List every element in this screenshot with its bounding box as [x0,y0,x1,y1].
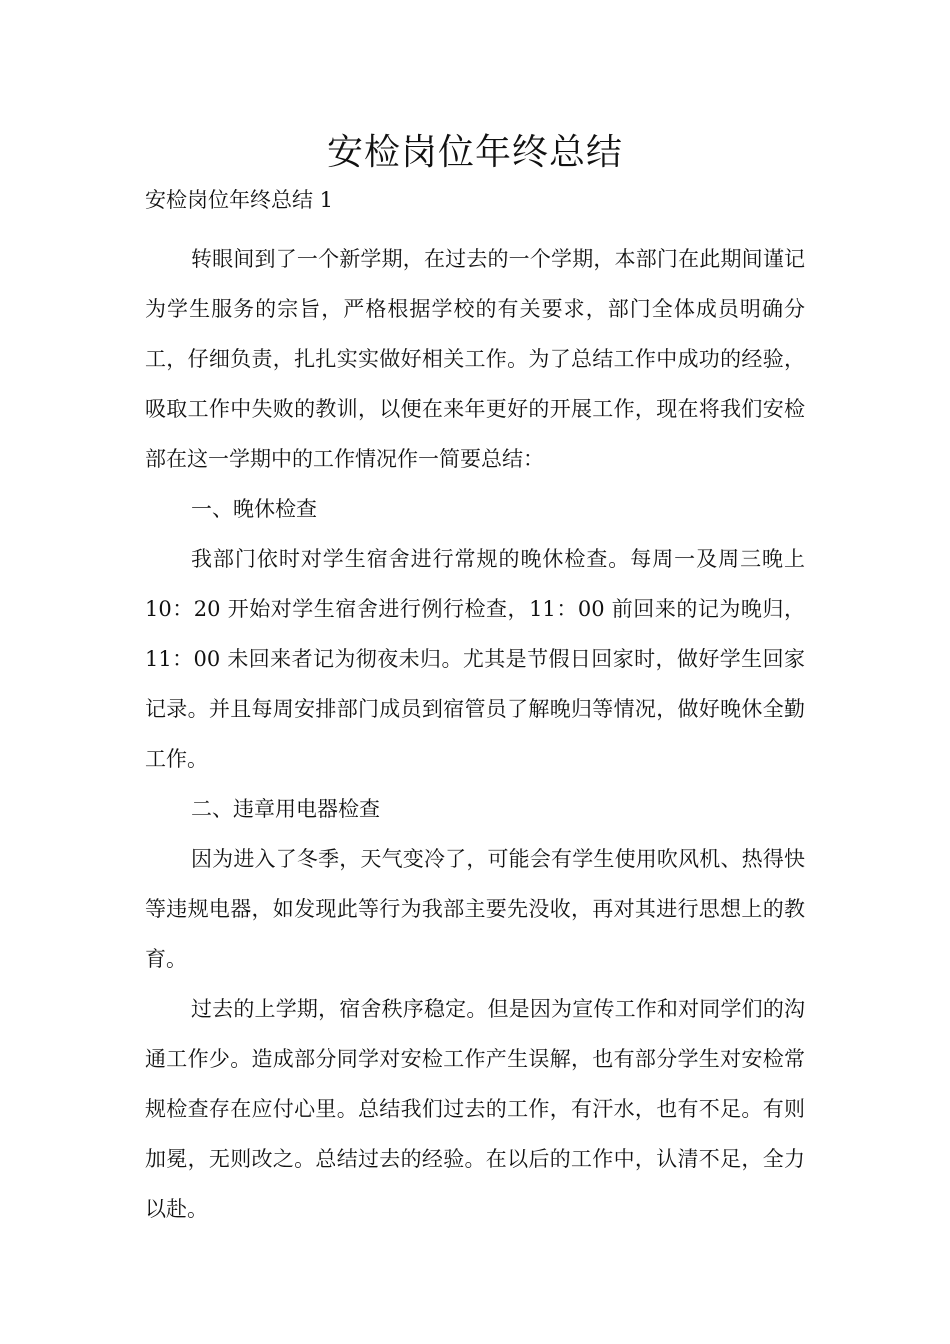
document-title: 安检岗位年终总结 [326,132,623,173]
document-body [145,234,805,1234]
section-heading-appliance-check: 二、违章用电器检查 [191,797,380,821]
paragraph-appliance-check: 因为进入了冬季，天气变冷了，可能会有学生使用吹风机、热得快等违规电器，如发现此等行为我部主要先没收，再对其进行思想上的教育。 [145,847,805,971]
paragraph-conclusion: 过去的上学期，宿舍秩序稳定。但是因为宣传工作和对同学们的沟通工作少。造成部分同学对安检工作产生误解，也有部分学生对安检常规检查存在应付心里。总结我们过去的工作，有汗水，也有不足。有则加冕，无则改之。总结过去的经验。在以后的工作中，认清不足，全力以赴。 [145,997,805,1221]
section-heading-evening-check: 一、晚休检查 [191,497,317,521]
paragraph-intro: 转眼间到了一个新学期，在过去的一个学期，本部门在此期间谨记为学生服务的宗旨，严格根据学校的有关要求，部门全体成员明确分工，仔细负责，扎扎实实做好相关工作。为了总结工作中成功的经验，吸取工作中失败的教训，以便在来年更好的开展工作，现在将我们安检部在这一学期中的工作情况作一简要总结： [145,247,805,471]
document-subtitle: 安检岗位年终总结 1 [145,188,334,212]
paragraph-evening-check: 我部门依时对学生宿舍进行常规的晚休检查。每周一及周三晚上 10：20 开始对学生宿舍进行例行检查，11：00 前回来的记为晚归，11：00 未回来者记为彻夜未归。尤其是节假日回家时，做好学生回家记录。并且每周安排部门成员到宿管员了解晚归等情况，做好晚休全勤工作。 [145,547,805,771]
